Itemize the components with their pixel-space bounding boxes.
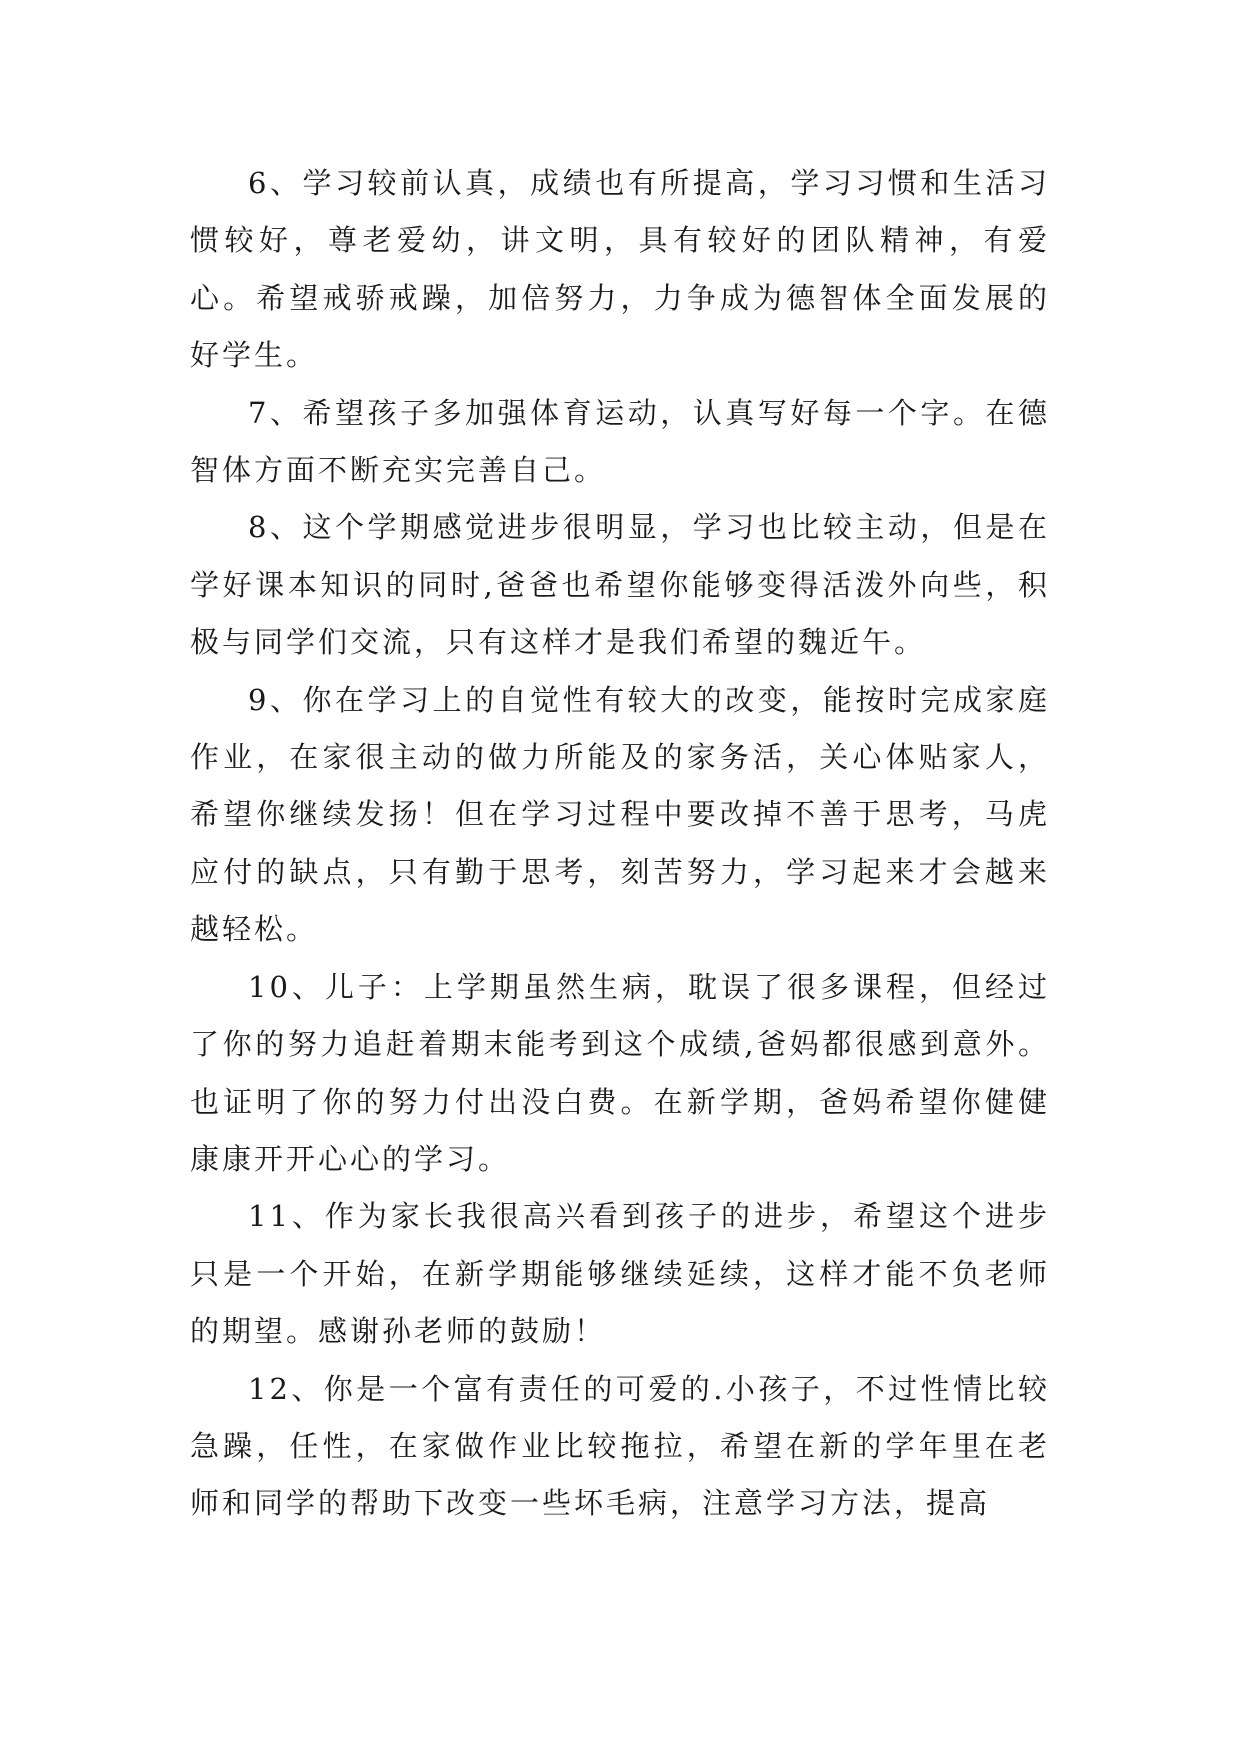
paragraph-12: 12、你是一个富有责任的可爱的.小孩子，不过性情比较急躁，任性，在家做作业比较拖拉，希望在新的学年里在老师和同学的帮助下改变一些坏毛病，注意学习方法，提高	[190, 1371, 1050, 1521]
paragraph-8: 8、这个学期感觉进步很明显，学习也比较主动，但是在学好课本知识的同时,爸爸也希望你能够变得活泼外向些，积极与同学们交流，只有这样才是我们希望的魏近午。	[190, 510, 1050, 660]
paragraph-10: 10、儿子：上学期虽然生病，耽误了很多课程，但经过了你的努力追赶着期末能考到这个成绩,爸妈都很感到意外。也证明了你的努力付出没白费。在新学期，爸妈希望你健健康康开开心心的学习。	[190, 969, 1050, 1176]
paragraph-7: 7、希望孩子多加强体育运动，认真写好每一个字。在德智体方面不断充实完善自己。	[190, 395, 1050, 488]
document-body	[190, 155, 1050, 1533]
paragraph-11: 11、作为家长我很高兴看到孩子的进步，希望这个进步只是一个开始，在新学期能够继续延续，这样才能不负老师的期望。感谢孙老师的鼓励！	[190, 1199, 1050, 1349]
paragraph-6: 6、学习较前认真，成绩也有所提高，学习习惯和生活习惯较好，尊老爱幼，讲文明，具有较好的团队精神，有爱心。希望戒骄戒躁，加倍努力，力争成为德智体全面发展的好学生。	[190, 166, 1050, 373]
paragraph-9: 9、你在学习上的自觉性有较大的改变，能按时完成家庭作业，在家很主动的做力所能及的家务活，关心体贴家人，希望你继续发扬！但在学习过程中要改掉不善于思考，马虎应付的缺点，只有勤于思考，刻苦努力，学习起来才会越来越轻松。	[190, 682, 1050, 947]
